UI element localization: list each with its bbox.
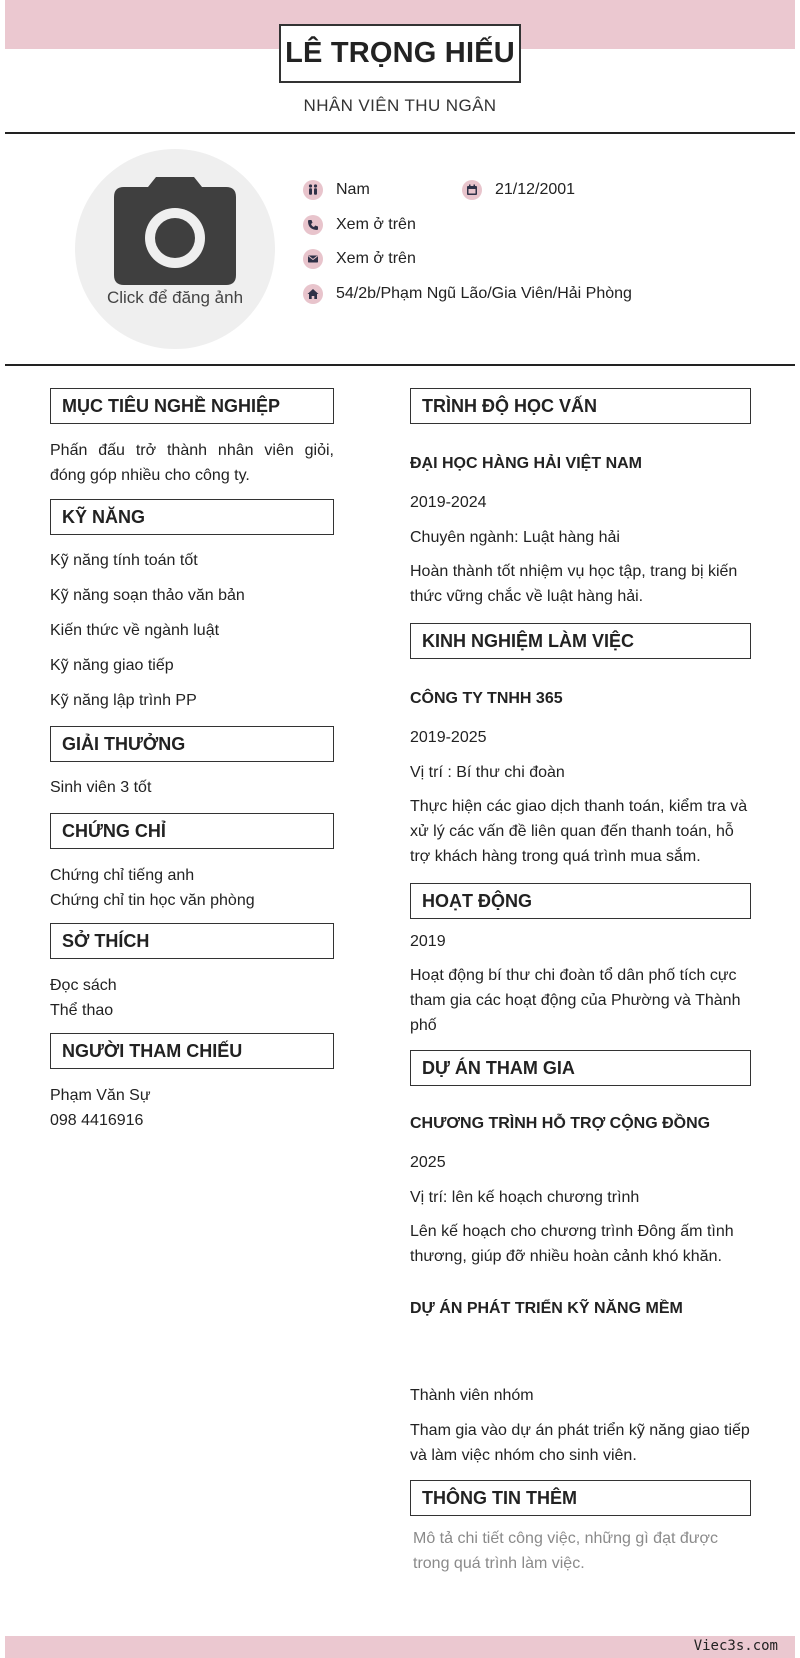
project-desc[interactable]: Tham gia vào dự án phát triển kỹ năng giao tiếp và làm việc nhóm cho sinh viên. xyxy=(410,1422,750,1464)
activities-desc[interactable]: Hoạt động bí thư chi đoàn tổ dân phố tích cực tham gia các hoạt động của Phường và Thành phố xyxy=(410,967,741,1034)
phone-row[interactable] xyxy=(303,215,416,235)
experience-desc[interactable]: Thực hiện các giao dịch thanh toán, kiểm tra và xử lý các vấn đề liên quan đến thanh toán, hỗ trợ khách hàng trong quá trình mua sắm. xyxy=(410,798,748,865)
footer-band xyxy=(5,1636,795,1658)
photo-caption: Click để đăng ảnh xyxy=(106,288,244,307)
more-info-heading[interactable]: THÔNG TIN THÊM xyxy=(410,1480,751,1516)
right-column xyxy=(410,388,751,1576)
left-column xyxy=(50,388,334,1133)
candidate-name[interactable]: LÊ TRỌNG HIẾU xyxy=(285,37,515,69)
skill-item: Kỹ năng tính toán tốt xyxy=(50,552,198,569)
education-heading[interactable]: TRÌNH ĐỘ HỌC VẤN xyxy=(410,388,751,424)
skill-item: Kỹ năng lập trình PP xyxy=(50,692,197,709)
education-school[interactable]: ĐẠI HỌC HÀNG HẢI VIỆT NAM xyxy=(410,455,642,472)
email-icon xyxy=(303,249,323,269)
name-box[interactable] xyxy=(279,24,521,83)
skills-list[interactable] xyxy=(50,548,334,713)
objective-heading[interactable]: MỤC TIÊU NGHỀ NGHIỆP xyxy=(50,388,334,424)
project-desc[interactable]: Lên kế hoạch cho chương trình Đông ấm tình thương, giúp đỡ nhiều hoàn cảnh khó khăn. xyxy=(410,1223,734,1265)
hobbies-heading[interactable]: SỞ THÍCH xyxy=(50,923,334,959)
gender-icon xyxy=(303,180,323,200)
skill-item: Kiến thức về ngành luật xyxy=(50,622,220,639)
project-title[interactable]: CHƯƠNG TRÌNH HỖ TRỢ CỘNG ĐỒNG xyxy=(410,1115,711,1132)
experience-company[interactable]: CÔNG TY TNHH 365 xyxy=(410,690,563,707)
reference-phone: 098 4416916 xyxy=(50,1112,144,1129)
project-title[interactable]: DỰ ÁN PHÁT TRIỂN KỸ NĂNG MỀM xyxy=(410,1300,683,1317)
skills-heading[interactable]: KỸ NĂNG xyxy=(50,499,334,535)
experience-heading[interactable]: KINH NGHIỆM LÀM VIỆC xyxy=(410,623,751,659)
award-item: Sinh viên 3 tốt xyxy=(50,779,152,796)
certificate-item: Chứng chỉ tin học văn phòng xyxy=(50,892,255,909)
education-major[interactable]: Chuyên ngành: Luật hàng hải xyxy=(410,529,620,546)
hobbies-list[interactable] xyxy=(50,973,334,1023)
certificates-list[interactable] xyxy=(50,863,334,913)
education-years[interactable]: 2019-2024 xyxy=(410,494,487,511)
phone-value: Xem ở trên xyxy=(336,216,416,233)
header-divider xyxy=(5,132,795,134)
birthdate-value: 21/12/2001 xyxy=(495,181,576,198)
references-heading[interactable]: NGƯỜI THAM CHIẾU xyxy=(50,1033,334,1069)
project-year[interactable] xyxy=(410,1335,751,1360)
certificate-item: Chứng chỉ tiếng anh xyxy=(50,867,195,884)
project-role[interactable]: Vị trí: lên kế hoạch chương trình xyxy=(410,1189,640,1206)
project-year[interactable]: 2025 xyxy=(410,1154,446,1171)
education-desc[interactable]: Hoàn thành tốt nhiệm vụ học tập, trang bị kiến thức vững chắc về luật hàng hải. xyxy=(410,563,738,605)
awards-list[interactable] xyxy=(50,775,334,800)
home-icon xyxy=(303,284,323,304)
address-row[interactable] xyxy=(303,284,632,304)
email-row[interactable] xyxy=(303,249,416,269)
phone-icon xyxy=(303,215,323,235)
skill-item: Kỹ năng giao tiếp xyxy=(50,657,174,674)
certificates-heading[interactable]: CHỨNG CHỈ xyxy=(50,813,334,849)
reference-name: Phạm Văn Sự xyxy=(50,1087,151,1104)
more-info-placeholder[interactable]: Mô tả chi tiết công việc, những gì đạt được trong quá trình làm việc. xyxy=(413,1530,718,1572)
skill-item: Kỹ năng soạn thảo văn bản xyxy=(50,587,245,604)
gender-value: Nam xyxy=(336,181,370,198)
job-title[interactable]: NHÂN VIÊN THU NGÂN xyxy=(303,96,497,115)
awards-heading[interactable]: GIẢI THƯỞNG xyxy=(50,726,334,762)
hobby-item: Đọc sách xyxy=(50,977,117,994)
avatar-upload[interactable] xyxy=(75,149,275,349)
calendar-icon xyxy=(462,180,482,200)
watermark: Viec3s.com xyxy=(693,1638,778,1654)
birthdate-row[interactable] xyxy=(462,180,575,200)
experience-years[interactable]: 2019-2025 xyxy=(410,729,487,746)
references-list[interactable] xyxy=(50,1083,334,1133)
projects-heading[interactable]: DỰ ÁN THAM GIA xyxy=(410,1050,751,1086)
project-role[interactable]: Thành viên nhóm xyxy=(410,1387,534,1404)
hobby-item: Thể thao xyxy=(50,1002,114,1019)
gender-row[interactable] xyxy=(303,180,370,200)
objective-text[interactable]: Phấn đấu trở thành nhân viên giỏi, đóng góp nhiều cho công ty. xyxy=(50,442,334,484)
camera-icon xyxy=(114,177,236,285)
info-divider xyxy=(5,364,795,366)
address-value: 54/2b/Phạm Ngũ Lão/Gia Viên/Hải Phòng xyxy=(336,285,632,302)
email-value: Xem ở trên xyxy=(336,250,416,267)
experience-position[interactable]: Vị trí : Bí thư chi đoàn xyxy=(410,764,565,781)
activities-year[interactable]: 2019 xyxy=(410,933,446,950)
activities-heading[interactable]: HOẠT ĐỘNG xyxy=(410,883,751,919)
